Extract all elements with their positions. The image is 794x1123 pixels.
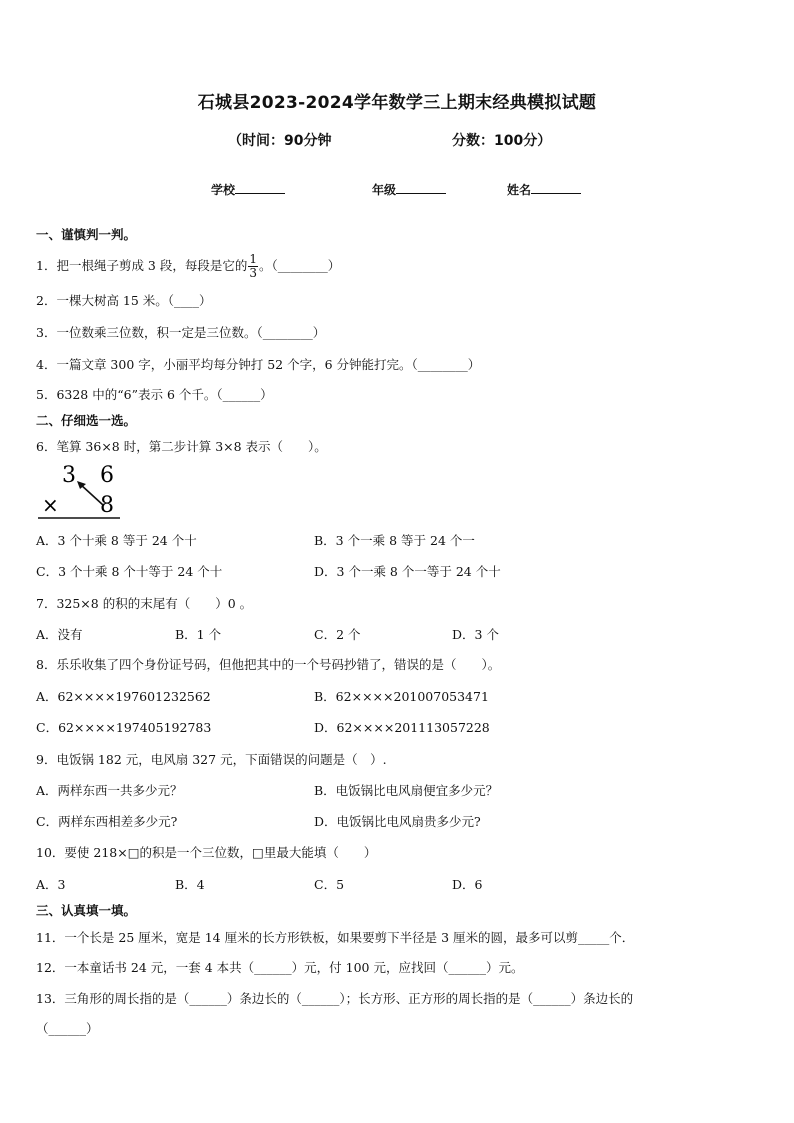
question-1-text: 1．把一根绳子剪成 3 段，每段是它的 bbox=[36, 258, 248, 273]
fraction-one-third bbox=[248, 253, 258, 280]
q9-option-b[interactable]: B．电饭锅比电风扇便宜多少元？ bbox=[314, 783, 499, 798]
question-1 bbox=[36, 253, 340, 280]
question-3: 3．一位数乘三位数，积一定是三位数。（________） bbox=[36, 325, 326, 340]
q7-option-b[interactable]: B．1 个 bbox=[175, 627, 222, 642]
q9-option-d[interactable]: D．电饭锅比电风扇贵多少元? bbox=[314, 814, 481, 829]
fraction-denominator: 3 bbox=[249, 266, 257, 280]
page-title: 石城县2023-2024学年数学三上期末经典模拟试题 bbox=[197, 93, 597, 113]
q7-option-c[interactable]: C．2 个 bbox=[314, 627, 361, 642]
question-11: 11．一个长是 25 厘米，宽是 14 厘米的长方形铁板，如果要剪下半径是 3 厘米的圆，最多可以剪_____个． bbox=[36, 930, 635, 945]
question-6: 6．笔算 36×8 时，第二步计算 3×8 表示（ ）。 bbox=[36, 439, 327, 454]
calc-times-sign: × bbox=[42, 493, 59, 517]
q10-option-b[interactable]: B．4 bbox=[175, 877, 205, 892]
calc-digit-8: 8 bbox=[100, 493, 114, 518]
school-field[interactable] bbox=[211, 181, 285, 198]
question-8: 8．乐乐收集了四个身份证号码，但他把其中的一个号码抄错了，错误的是（ ）。 bbox=[36, 657, 501, 672]
q6-option-a[interactable]: A．3 个十乘 8 等于 24 个十 bbox=[36, 533, 197, 548]
q9-option-a[interactable]: A．两样东西一共多少元？ bbox=[36, 783, 183, 798]
multiplication-diagram bbox=[36, 462, 126, 522]
question-5: 5．6328 中的“6”表示 6 个千。（______） bbox=[36, 387, 273, 402]
calc-digit-3: 3 bbox=[62, 463, 76, 488]
grade-field[interactable] bbox=[372, 181, 446, 198]
section-heading-2: 二、仔细选一选。 bbox=[36, 413, 137, 428]
question-13: 13．三角形的周长指的是（______）条边长的（______）；长方形、正方形的周长指的是（______）条边长的 bbox=[36, 991, 634, 1006]
q7-option-a[interactable]: A．没有 bbox=[36, 627, 83, 642]
question-12: 12．一本童话书 24 元，一套 4 本共（______）元，付 100 元，应找回（______）元。 bbox=[36, 960, 524, 975]
section-heading-1: 一、谨慎判一判。 bbox=[36, 227, 137, 242]
q8-option-b[interactable]: B．62××××201007053471 bbox=[314, 689, 489, 704]
calc-digit-6: 6 bbox=[100, 463, 114, 488]
q10-option-d[interactable]: D．6 bbox=[452, 877, 483, 892]
total-score: 分数：100分） bbox=[452, 133, 552, 149]
grade-blank[interactable] bbox=[396, 181, 446, 194]
section-heading-3: 三、认真填一填。 bbox=[36, 903, 137, 918]
q6-option-b[interactable]: B．3 个一乘 8 等于 24 个一 bbox=[314, 533, 475, 548]
q8-option-a[interactable]: A．62××××197601232562 bbox=[36, 689, 211, 704]
q8-option-d[interactable]: D．62××××201113057228 bbox=[314, 720, 490, 735]
question-9: 9．电饭锅 182 元，电风扇 327 元，下面错误的问题是（ ）. bbox=[36, 752, 387, 767]
q9-option-c[interactable]: C．两样东西相差多少元? bbox=[36, 814, 178, 829]
question-2: 2．一棵大树高 15 米。（____） bbox=[36, 293, 212, 308]
fraction-numerator: 1 bbox=[249, 252, 257, 266]
school-label: 学校 bbox=[211, 183, 236, 197]
question-7: 7．325×8 的积的末尾有（ ）0 。 bbox=[36, 596, 253, 611]
q6-option-d[interactable]: D．3 个一乘 8 个一等于 24 个十 bbox=[314, 564, 501, 579]
name-blank[interactable] bbox=[531, 181, 581, 194]
q10-option-a[interactable]: A．3 bbox=[36, 877, 66, 892]
q10-option-c[interactable]: C．5 bbox=[314, 877, 345, 892]
time-limit: （时间：90分钟 bbox=[228, 133, 332, 149]
question-1-answer[interactable]: 。（________） bbox=[259, 258, 341, 273]
grade-label: 年级 bbox=[372, 183, 397, 197]
name-field[interactable] bbox=[507, 181, 581, 198]
school-blank[interactable] bbox=[235, 181, 285, 194]
q7-option-d[interactable]: D．3 个 bbox=[452, 627, 499, 642]
name-label: 姓名 bbox=[507, 183, 532, 197]
q6-option-c[interactable]: C．3 个十乘 8 个十等于 24 个十 bbox=[36, 564, 223, 579]
question-13-continued: （______） bbox=[36, 1021, 99, 1036]
question-4: 4．一篇文章 300 字，小丽平均每分钟打 52 个字，6 分钟能打完。（________） bbox=[36, 357, 481, 372]
q8-option-c[interactable]: C．62××××197405192783 bbox=[36, 720, 212, 735]
question-10: 10．要使 218×□的积是一个三位数，□里最大能填（ ） bbox=[36, 845, 377, 860]
